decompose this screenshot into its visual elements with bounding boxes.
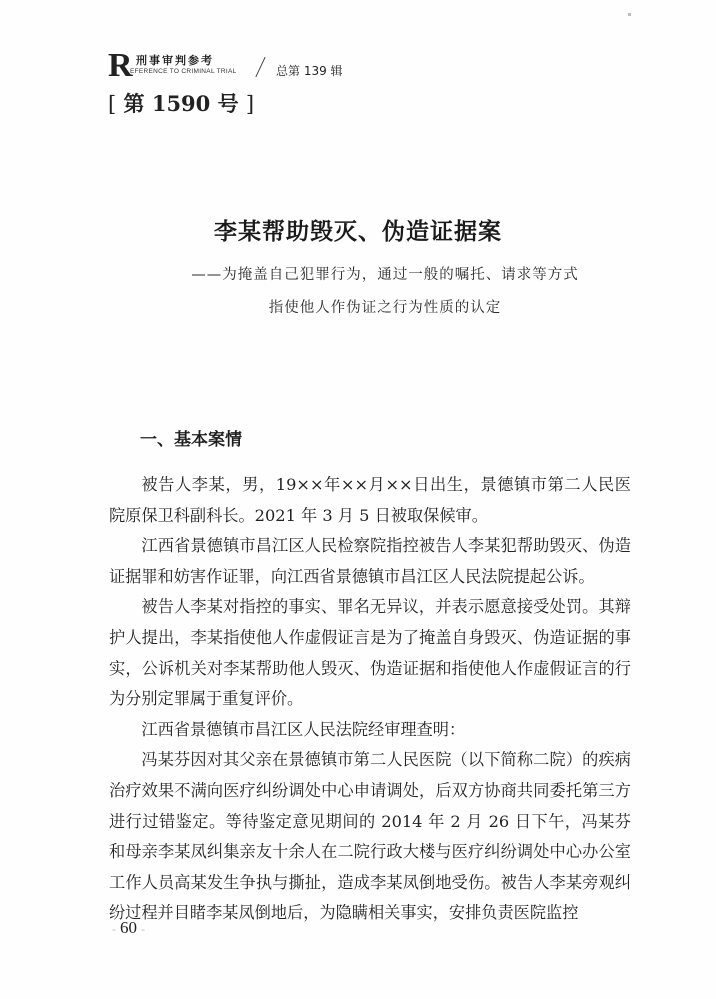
journal-name-en: EFERENCE TO CRIMINAL TRIAL <box>130 68 237 75</box>
body-paragraph: 冯某芬因对其父亲在景德镇市第二人民医院（以下简称二院）的疾病治疗效果不满向医疗纠纷调处中心申请调处，后双方协商共同委托第三方进行过错鉴定。等待鉴定意见期间的 2014 年 2 月 26 日下午，冯某芬和母亲李某凤纠集亲友十余人在二院行政大楼与医疗纠纷调处中心办公室工作人员高某发生争执与撕扯，造成李某凤倒地受伤。被告人李某旁观纠纷过程并目睹李某凤倒地后，为隐瞒相关事实，安排负责医院监控 <box>109 750 631 923</box>
body-paragraph: 江西省景德镇市昌江区人民法院经审理查明： <box>141 719 466 739</box>
case-number <box>108 88 254 118</box>
body-paragraph: 被告人李某对指控的事实、罪名无异议，并表示愿意接受处罚。其辩护人提出，李某指使他人作虚假证言是为了掩盖自身毁灭、伪造证据的事实，公诉机关对李某帮助他人毁灭、伪造证据和指使他人作虚假证言的行为分别定罪属于重复评价。 <box>109 597 631 709</box>
issue-number: 总第 139 辑 <box>276 64 343 78</box>
article-subtitle <box>150 259 620 325</box>
journal-name-cn: 刑事审判参考 <box>136 54 214 67</box>
page-number: 60 <box>120 918 137 937</box>
page-footer <box>108 918 149 938</box>
article-title: 李某帮助毁灭、伪造证据案 <box>214 218 502 245</box>
page-number-dash-left: - <box>112 922 116 936</box>
case-number-open-bracket: [ <box>108 92 117 116</box>
body-paragraph: 被告人李某，男，19××年××月××日出生，景德镇市第二人民医院原保卫科副科长。2021 年 3 月 5 日被取保候审。 <box>109 475 631 525</box>
header-divider <box>255 57 265 77</box>
subtitle-line: 指使他人作伪证之行为性质的认定 <box>268 300 502 316</box>
article-body <box>109 470 631 929</box>
page-number-dash-right: - <box>141 922 145 936</box>
subtitle-line: ——为掩盖自己犯罪行为，通过一般的嘱托、请求等方式 <box>191 267 579 283</box>
journal-logo-letter: R <box>108 47 133 84</box>
scan-speck <box>628 13 631 16</box>
body-paragraph: 江西省景德镇市昌江区人民检察院指控被告人李某犯帮助毁灭、伪造证据罪和妨害作证罪，向江西省景德镇市昌江区人民法院提起公诉。 <box>109 536 631 586</box>
case-number-label: 第 1590 号 <box>123 91 239 116</box>
journal-header <box>108 47 368 84</box>
section-heading: 一、基本案情 <box>140 430 242 450</box>
case-number-close-bracket: ] <box>245 92 255 116</box>
